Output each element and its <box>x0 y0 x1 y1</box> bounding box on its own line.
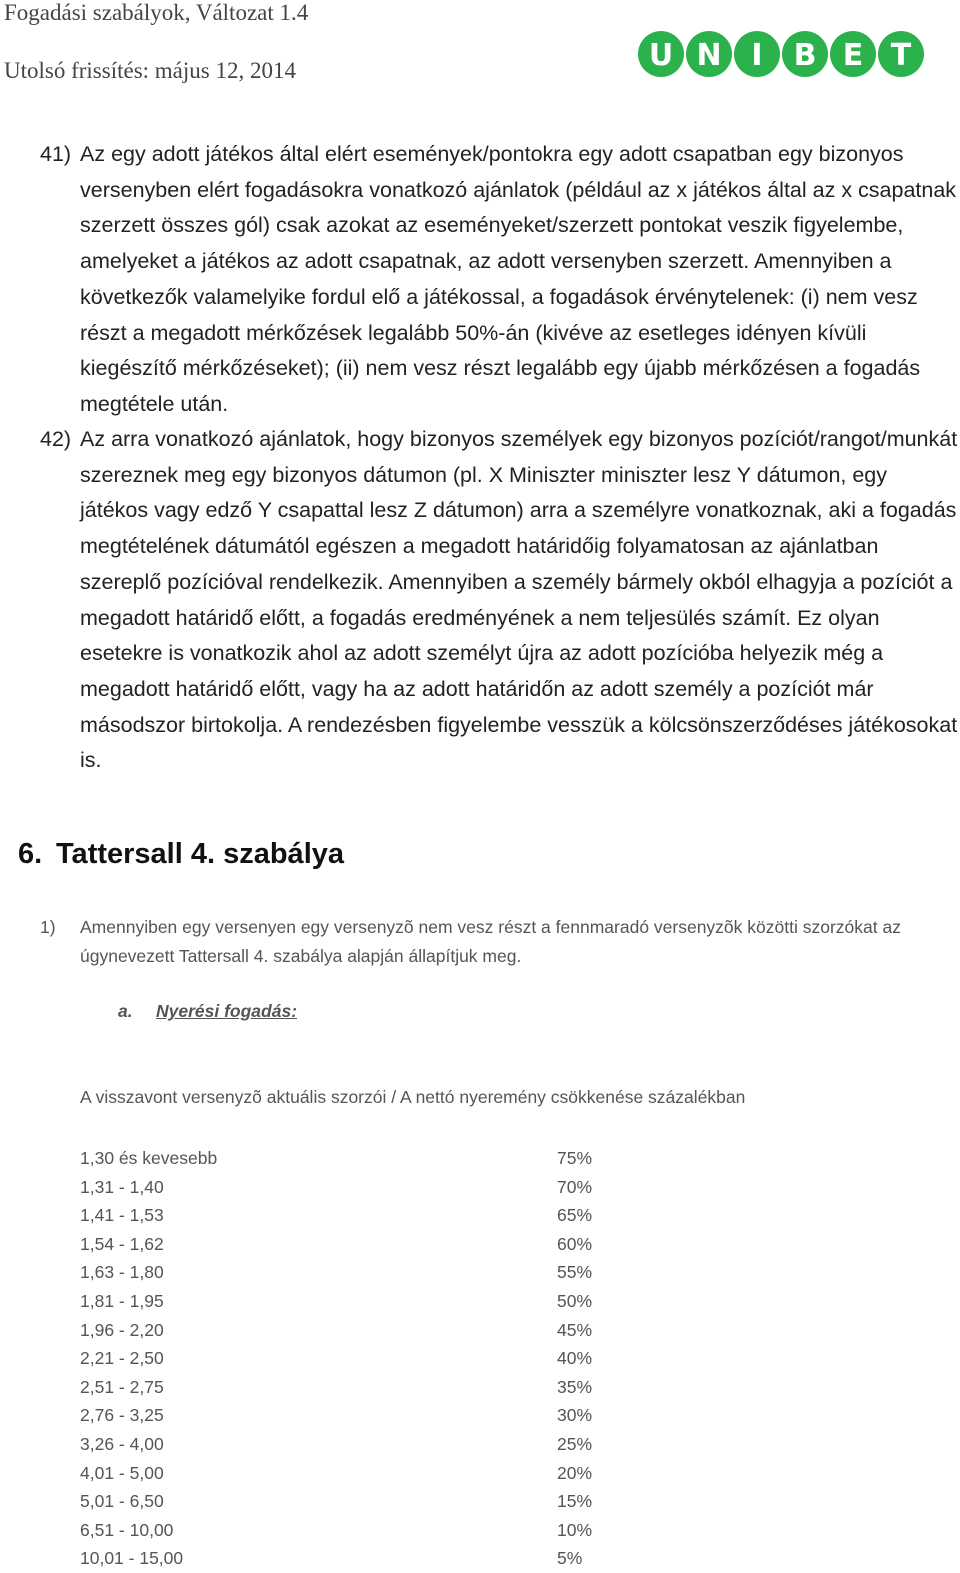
rule-text: Amennyiben egy versenyen egy versenyzõ nem vesz részt a fennmaradó versenyzõk közötti szorzókat az úgynevezett Tattersall 4. szabálya alapján állapítjuk meg. <box>80 917 901 966</box>
odds-range: 6,51 - 10,00 <box>80 1519 174 1540</box>
odds-range: 1,30 és kevesebb <box>80 1148 218 1168</box>
reduction-percent: 15% <box>557 1491 593 1512</box>
table-row <box>80 1344 680 1373</box>
reduction-percent: 20% <box>557 1462 593 1483</box>
subitem-label: Nyerési fogadás: <box>156 1001 298 1021</box>
reduction-percent: 55% <box>557 1262 593 1283</box>
table-row <box>80 1258 680 1287</box>
table-row <box>80 1230 680 1259</box>
table-row <box>80 1287 680 1316</box>
odds-range: 2,51 - 2,75 <box>80 1376 164 1397</box>
table-row <box>80 1516 680 1545</box>
reduction-percent: 35% <box>557 1376 593 1397</box>
section-title: Tattersall 4. szabálya <box>56 838 345 870</box>
odds-range: 1,96 - 2,20 <box>80 1319 164 1340</box>
odds-range: 1,54 - 1,62 <box>80 1233 164 1254</box>
logo-letter: N <box>696 38 722 73</box>
unibet-logo <box>636 28 926 80</box>
reduction-percent: 40% <box>557 1348 593 1369</box>
odds-range: 1,31 - 1,40 <box>80 1176 164 1197</box>
logo-letter: E <box>842 38 864 73</box>
reduction-percent: 60% <box>557 1233 593 1254</box>
reduction-percent: 25% <box>557 1433 593 1454</box>
logo-letter: T <box>890 38 912 73</box>
table-row <box>80 1487 680 1516</box>
reduction-percent: 70% <box>557 1176 593 1197</box>
table-row <box>80 1401 680 1430</box>
odds-table <box>80 1144 680 1573</box>
reduction-percent: 65% <box>557 1205 593 1226</box>
odds-range: 1,63 - 1,80 <box>80 1262 164 1283</box>
section-number: 6. <box>18 838 43 870</box>
subitem-win-bet <box>118 1001 297 1022</box>
odds-range: 10,01 - 15,00 <box>80 1548 184 1569</box>
rule-text: Az egy adott játékos által elért események/pontokra egy adott csapatban egy bizonyos versenyben elért fogadásokra vonatkozó ajánlatok (például az x játékos által az x csapatnak szerzett összes gól) csak azokat az eseményeket/szerzett pontokat veszik figyelembe, amelyeket a játékos az adott csapatnak, az adott versenyben szerzett. Amennyiben a következők valamelyike fordul elő a játékossal, a fogadások érvénytelenek: (i) nem vesz részt a megadott mérkőzések legalább 50%-án (kivéve az esetleges idényen kívüli kiegészítő mérkőzéseket); (ii) nem vesz részt legalább egy újabb mérkőzésen a fogadás megtétele után. <box>80 142 957 416</box>
logo-letter: I <box>751 38 763 73</box>
rule-42 <box>40 422 958 779</box>
tattersall-rule-1 <box>40 913 950 971</box>
rule-text: Az arra vonatkozó ajánlatok, hogy bizonyos személyek egy bizonyos pozíciót/rangot/munkát szereznek meg egy bizonyos dátumon (pl. X Miniszter miniszter lesz Y dátumon, egy játékos vagy edző Y csapattal lesz Z dátumon) arra a személyre vonatkoznak, aki a fogadás megtételének dátumától egészen a megadott határidőig folyamatosan az ajánlatban szereplő pozícióval rendelkezik. Amennyiben a személy bármely okból elhagyja a pozíciót a megadott határidő előtt, a fogadás eredményének a nem teljesülés számít. Ez olyan esetekre is vonatkozik ahol az adott személyt újra az adott pozícióba helyezik még a megadott határidő előtt, vagy ha az adott határidőn az adott személy a pozíciót már másodszor birtokolja. A rendezésben figyelembe vesszük a kölcsönszerződéses játékosokat is. <box>80 427 958 773</box>
table-row <box>80 1144 680 1173</box>
table-row <box>80 1373 680 1402</box>
table-row <box>80 1201 680 1230</box>
odds-range: 3,26 - 4,00 <box>80 1433 164 1454</box>
table-row <box>80 1173 680 1202</box>
document-title: Fogadási szabályok, Változat 1.4 <box>4 0 309 25</box>
reduction-percent: 45% <box>557 1319 593 1340</box>
reduction-percent: 30% <box>557 1405 593 1426</box>
reduction-percent: 5% <box>557 1548 583 1569</box>
last-updated-date: Utolsó frissítés: május 12, 2014 <box>4 58 296 83</box>
reduction-percent: 50% <box>557 1290 593 1311</box>
table-header: A visszavont versenyzõ aktuális szorzói / A nettó nyeremény csökkenése százalékban <box>80 1087 746 1107</box>
rule-number: 1) <box>40 917 56 937</box>
table-row <box>80 1316 680 1345</box>
logo-letter: B <box>793 38 817 73</box>
rule-41 <box>40 137 958 423</box>
subitem-letter: a. <box>118 1001 133 1021</box>
odds-range: 4,01 - 5,00 <box>80 1462 164 1483</box>
table-row <box>80 1430 680 1459</box>
section-heading <box>18 838 344 871</box>
reduction-percent: 75% <box>557 1148 593 1168</box>
logo-letter: U <box>648 38 674 73</box>
rule-number: 42) <box>40 427 72 451</box>
odds-range: 2,21 - 2,50 <box>80 1348 164 1369</box>
odds-range: 5,01 - 6,50 <box>80 1491 164 1512</box>
table-row <box>80 1459 680 1488</box>
odds-range: 2,76 - 3,25 <box>80 1405 164 1426</box>
rule-number: 41) <box>40 142 72 166</box>
table-row <box>80 1544 680 1573</box>
odds-range: 1,41 - 1,53 <box>80 1205 164 1226</box>
odds-range: 1,81 - 1,95 <box>80 1290 164 1311</box>
reduction-percent: 10% <box>557 1519 593 1540</box>
